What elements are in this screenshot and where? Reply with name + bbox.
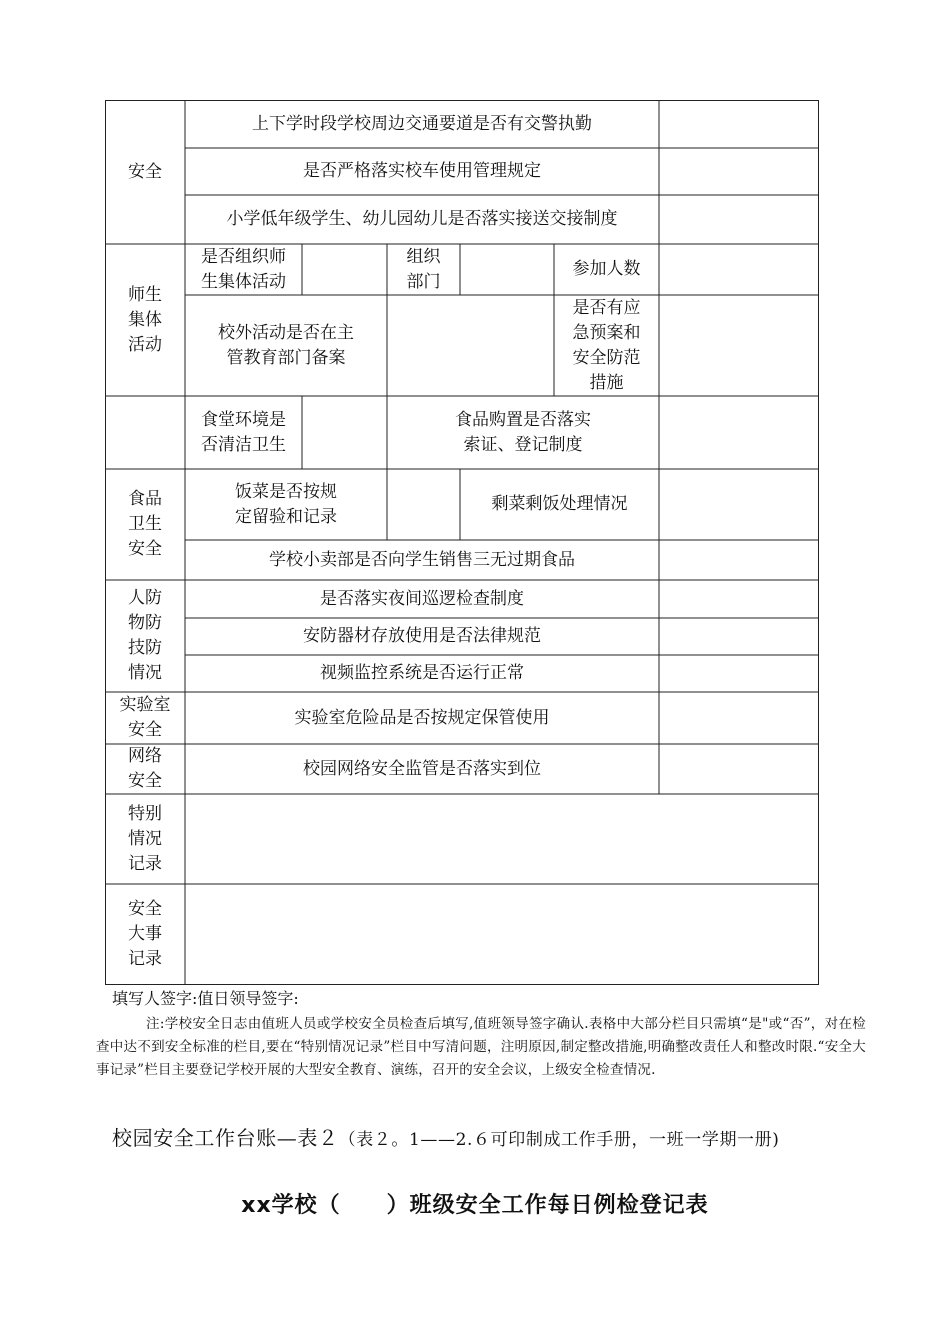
food-sample-question: 饭菜是否按规 定留验和记录: [235, 481, 337, 527]
category-food-safety: 食品 卫生 安全: [128, 489, 162, 559]
category-network: 网络 安全: [128, 746, 162, 791]
defense-video-question: 视频监控系统是否运行正常: [320, 663, 524, 683]
safety-traffic-police-answer[interactable]: [659, 100, 819, 148]
safety-school-bus-question: 是否严格落实校车使用管理规定: [303, 161, 541, 181]
ledger-main: 校园安全工作台账—表２: [112, 1126, 339, 1150]
group-activity-filed-question: 校外活动是否在主 管教育部门备案: [218, 322, 354, 368]
safety-school-bus-answer[interactable]: [659, 148, 819, 195]
group-activity-filed-answer[interactable]: [387, 295, 554, 396]
group-activity-count-answer[interactable]: [659, 244, 819, 295]
category-group-activity: 师生 集体 活动: [128, 284, 162, 355]
food-leftover-question: 剩菜剩饭处理情况: [491, 494, 628, 514]
group-activity-organized-answer[interactable]: [302, 244, 387, 295]
group-activity-organized-question: 是否组织师 生集体活动: [201, 246, 286, 292]
food-canteen-answer[interactable]: [302, 396, 387, 469]
signature-line: 填写人签字:值日领导签字:: [112, 989, 299, 1008]
defense-patrol-answer[interactable]: [659, 580, 819, 618]
group-activity-dept-answer[interactable]: [460, 244, 554, 295]
food-sample-answer[interactable]: [387, 469, 460, 540]
defense-patrol-question: 是否落实夜间巡逻检查制度: [320, 588, 524, 609]
major-record-field[interactable]: [185, 884, 819, 985]
group-activity-count-label: 参加人数: [572, 259, 641, 279]
category-safety: 安全: [128, 161, 162, 182]
category-defense: 人防 物防 技防 情况: [128, 588, 162, 683]
safety-pickup-answer[interactable]: [659, 195, 819, 244]
food-leftover-answer[interactable]: [659, 469, 819, 540]
food-canteen-question: 食堂环境是 否清洁卫生: [201, 409, 286, 455]
form-title: xx学校（ ）班级安全工作每日例检登记表: [241, 1193, 709, 1218]
network-answer[interactable]: [659, 744, 819, 794]
ledger-sub: （表２。1——2.６可印制成工作手册，一班一学期一册): [338, 1130, 780, 1150]
network-question: 校园网络安全监管是否落实到位: [303, 758, 541, 779]
food-purchase-answer[interactable]: [659, 396, 819, 469]
group-activity-plan-question: 是否有应 急预案和 安全防范 措施: [572, 297, 641, 393]
safety-pickup-question: 小学低年级学生、幼儿园幼儿是否落实接送交接制度: [226, 209, 618, 229]
safety-traffic-police-question: 上下学时段学校周边交通要道是否有交警执勤: [252, 113, 592, 134]
food-purchase-question: 食品购置是否落实 索证、登记制度: [455, 409, 591, 455]
group-activity-plan-answer[interactable]: [659, 295, 819, 396]
lab-question: 实验室危险品是否按规定保管使用: [294, 707, 550, 728]
defense-equipment-question: 安防器材存放使用是否法律规范: [303, 626, 541, 646]
category-special-record: 特别 情况 记录: [128, 803, 162, 874]
defense-video-answer[interactable]: [659, 655, 819, 692]
category-major-record: 安全 大事 记录: [128, 899, 162, 969]
ledger-heading: [112, 1120, 872, 1158]
note-paragraph: 注:学校安全日志由值班人员或学校安全员检查后填写,值班领导签字确认.表格中大部分栏目只需填“是"或“否”，对在检查中达不到安全标准的栏目,要在“特别情况记录”栏目中写清问题，注明原因,制定整改措施,明确整改责任人和整改时限.“安全大事记录”栏目主要登记学校开展的大型安全教育、演练，召开的安全会议，上级安全检查情况.: [96, 1016, 866, 1078]
food-shop-answer[interactable]: [659, 540, 819, 580]
safety-log-table: [105, 100, 819, 985]
defense-equipment-answer[interactable]: [659, 618, 819, 655]
lab-answer[interactable]: [659, 692, 819, 744]
special-record-field[interactable]: [185, 794, 819, 884]
category-lab: 实验室 安全: [119, 695, 171, 740]
food-shop-question: 学校小卖部是否向学生销售三无过期食品: [269, 549, 575, 570]
group-activity-dept-label: 组织 部门: [406, 246, 441, 292]
